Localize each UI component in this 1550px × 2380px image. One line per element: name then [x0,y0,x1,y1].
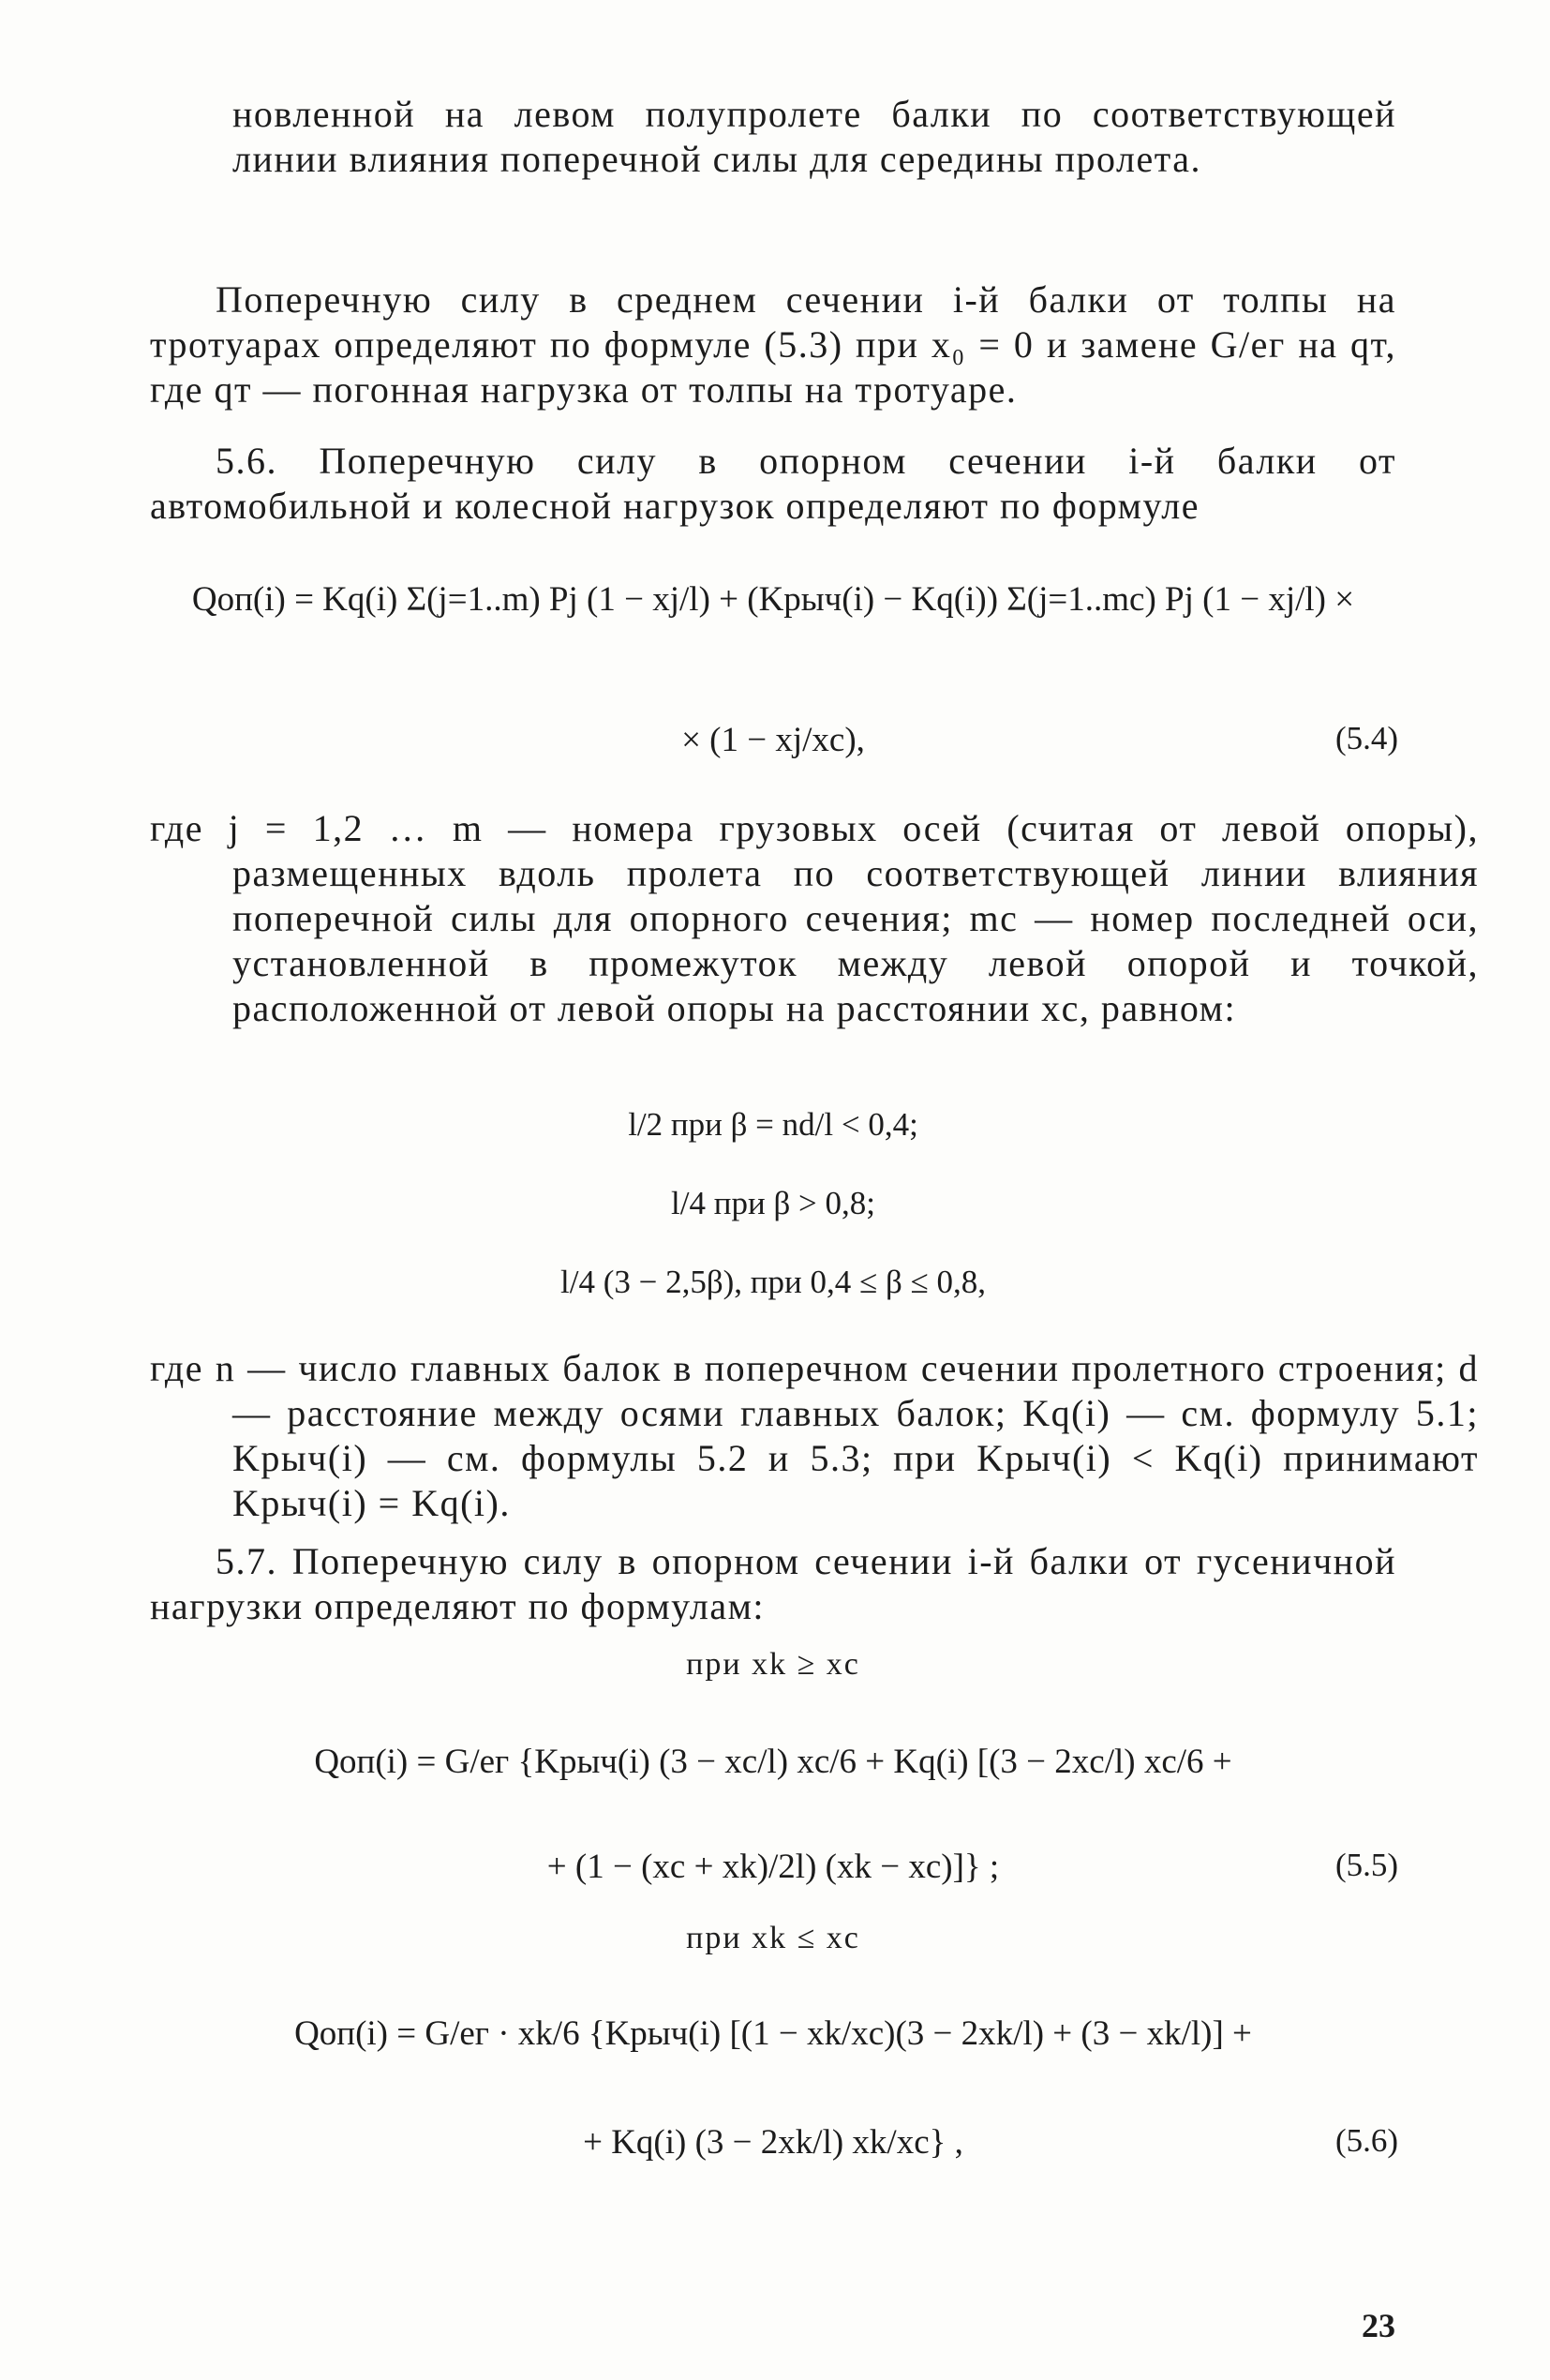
paragraph-continued: новленной на левом полупролете балки по соответствующей линии влияния поперечной силы для середины пролета. [232,93,1396,180]
condition-5-6: при xk ≤ xc [686,1921,860,1955]
condition-5-5: при xk ≥ xc [686,1647,860,1682]
xc-case-2: l/4 при β > 0,8; [671,1185,875,1221]
equation-5-5-line-1: Qоп(i) = G/eг {Kрыч(i) (3 − xc/l) xc/6 + Kq(i) [(3 − 2xc/l) xc/6 + [314,1743,1232,1781]
page-number: 23 [1362,2307,1395,2344]
xc-case-1: l/2 при β = nd/l < 0,4; [628,1106,918,1143]
equation-number-5-4: (5.4) [1334,720,1398,756]
equation-5-5-line-2: + (1 − (xc + xk)/2l) (xk − xc)]} ; [546,1848,1000,1886]
equation-number-5-6: (5.6) [1334,2122,1398,2159]
paragraph-crowd-load: Поперечную силу в среднем сечении i-й балки от толпы на тротуарах определяют по формуле (5.3) при x₀ = 0 и замене G/eг на qт, где qт — погонная нагрузка от толпы на тротуаре. [150,278,1396,411]
equation-5-6-line-1: Qоп(i) = G/eг · xk/6 {Kрыч(i) [(1 − xk/xc)(3 − 2xk/l) + (3 − xk/l)] + [294,2014,1252,2053]
xc-case-3: l/4 (3 − 2,5β), при 0,4 ≤ β ≤ 0,8, [560,1264,986,1300]
paragraph-5-6: 5.6. Поперечную силу в опорном сечении i-й балки от автомобильной и колесной нагрузок определяют по формуле [150,440,1396,527]
paragraph-5-7: 5.7. Поперечную силу в опорном сечении i-й балки от гусеничной нагрузки определяют по формулам: [150,1540,1396,1627]
equation-5-6-line-2: + Kq(i) (3 − 2xk/l) xk/xc} , [583,2123,963,2162]
equation-5-4-line-2: × (1 − xj/xc), [681,721,865,759]
equation-number-5-5: (5.5) [1334,1847,1398,1883]
paragraph-beam-definitions: где n — число главных балок в поперечном сечении пролетного строения; d — расстояние между осями главных балок; Kq(i) — см. формулу 5.1; Kрыч(i) — см. формулы 5.2 и 5.3; при Kрыч(i) < Kq(i) принимают Kрыч(i) = Kq(i). [150,1347,1479,1524]
paragraph-axes-definition: где j = 1,2 … m — номера грузовых осей (считая от левой опоры), размещенных вдоль пролета по соответствующей линии влияния поперечной силы для опорного сечения; mc — номер последней оси, установленной в промежуток между левой опорой и точкой, расположенной от левой опоры на расстоянии xc, равном: [150,807,1479,1029]
equation-5-4-line-1: Qоп(i) = Kq(i) Σ(j=1..m) Pj (1 − xj/l) + (Kрыч(i) − Kq(i)) Σ(j=1..mc) Pj (1 − xj/l) × [191,580,1355,619]
